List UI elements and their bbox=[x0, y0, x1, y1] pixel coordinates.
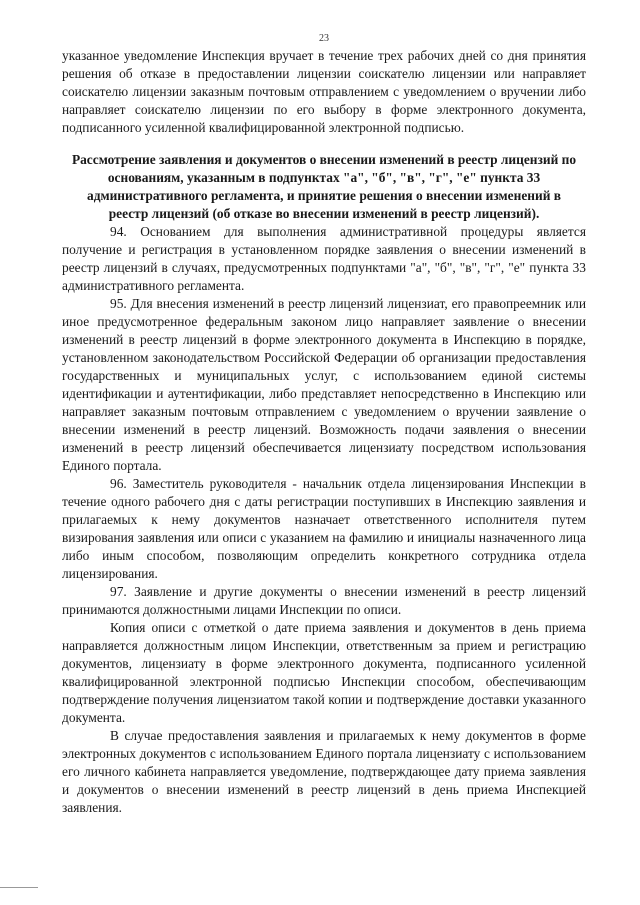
footer-divider bbox=[0, 887, 38, 888]
section-heading: Рассмотрение заявления и документов о внесении изменений в реестр лицензий по основаниям, указанным в подпунктах "а", "б", "в", "г", "е" пункта 33 административного регламента, и принятие решения о внесении изменений в реестр лицензий (об отказе во внесении изменений в реестр лицензий). bbox=[71, 152, 577, 221]
page-content bbox=[62, 47, 586, 817]
paragraph-97: 97. Заявление и другие документы о внесении изменений в реестр лицензий принимаются должностными лицами Инспекции по описи. bbox=[62, 584, 586, 617]
continuation-paragraph: указанное уведомление Инспекция вручает в течение трех рабочих дней со дня принятия решения об отказе в предоставлении лицензии соискателю лицензии или направляет соискателю лицензии заказным почтовым отправлением с уведомлением о вручении либо направляет соискателю лицензии по его выбору в форме электронного документа, подписанного усиленной квалифицированной электронной подписью. bbox=[62, 48, 586, 135]
paragraph-95: 95. Для внесения изменений в реестр лицензий лицензиат, его правопреемник или иное предусмотренное федеральным законом лицо направляет заявление о внесении изменений в реестр лицензий в форме электронного документа в Инспекцию в порядке, установленном законодательством Российской Федерации об организации предоставления государственных и муниципальных услуг, с использованием единой системы идентификации и аутентификации, либо представляет непосредственно в Инспекцию или направляет заказным почтовым отправлением с уведомлением о вручении заявление о внесении изменений в реестр лицензий. Возможность подачи заявления о внесении изменений в реестр лицензий обеспечивается лицензиату посредством использования Единого портала. bbox=[62, 296, 586, 473]
paragraph-copy-of-inventory: Копия описи с отметкой о дате приема заявления и документов в день приема направляется должностным лицом Инспекции, ответственным за прием и регистрацию документов, лицензиату в форме электронного документа, подписанного усиленной квалифицированной электронной подписью Инспекции способом, обеспечивающим подтверждение получения лицензиатом такой копии и подтверждение доставки указанного документа. bbox=[62, 620, 586, 725]
paragraph-94: 94. Основанием для выполнения административной процедуры является получение и регистрация в установленном порядке заявления о внесении изменений в реестр лицензий в случаях, предусмотренных подпунктами "а", "б", "в", "г", "е" пункта 33 административного регламента. bbox=[62, 224, 586, 293]
paragraph-96: 96. Заместитель руководителя - начальник отдела лицензирования Инспекции в течение одного рабочего дня с даты регистрации поступивших в Инспекцию заявления и прилагаемых к нему документов назначает ответственного исполнителя путем визирования заявления или описи с указанием на фамилию и инициалы назначенного лица либо иным способом, позволяющим определить конкретного сотрудника отдела лицензирования. bbox=[62, 476, 586, 581]
paragraph-electronic-submission: В случае предоставления заявления и прилагаемых к нему документов в форме электронных документов с использованием Единого портала лицензиату с использованием его личного кабинета направляется уведомление, подтверждающее дату приема заявления и документов о внесении изменений в реестр лицензий в день приема Инспекцией заявления. bbox=[62, 728, 586, 815]
page-number: 23 bbox=[319, 33, 329, 44]
